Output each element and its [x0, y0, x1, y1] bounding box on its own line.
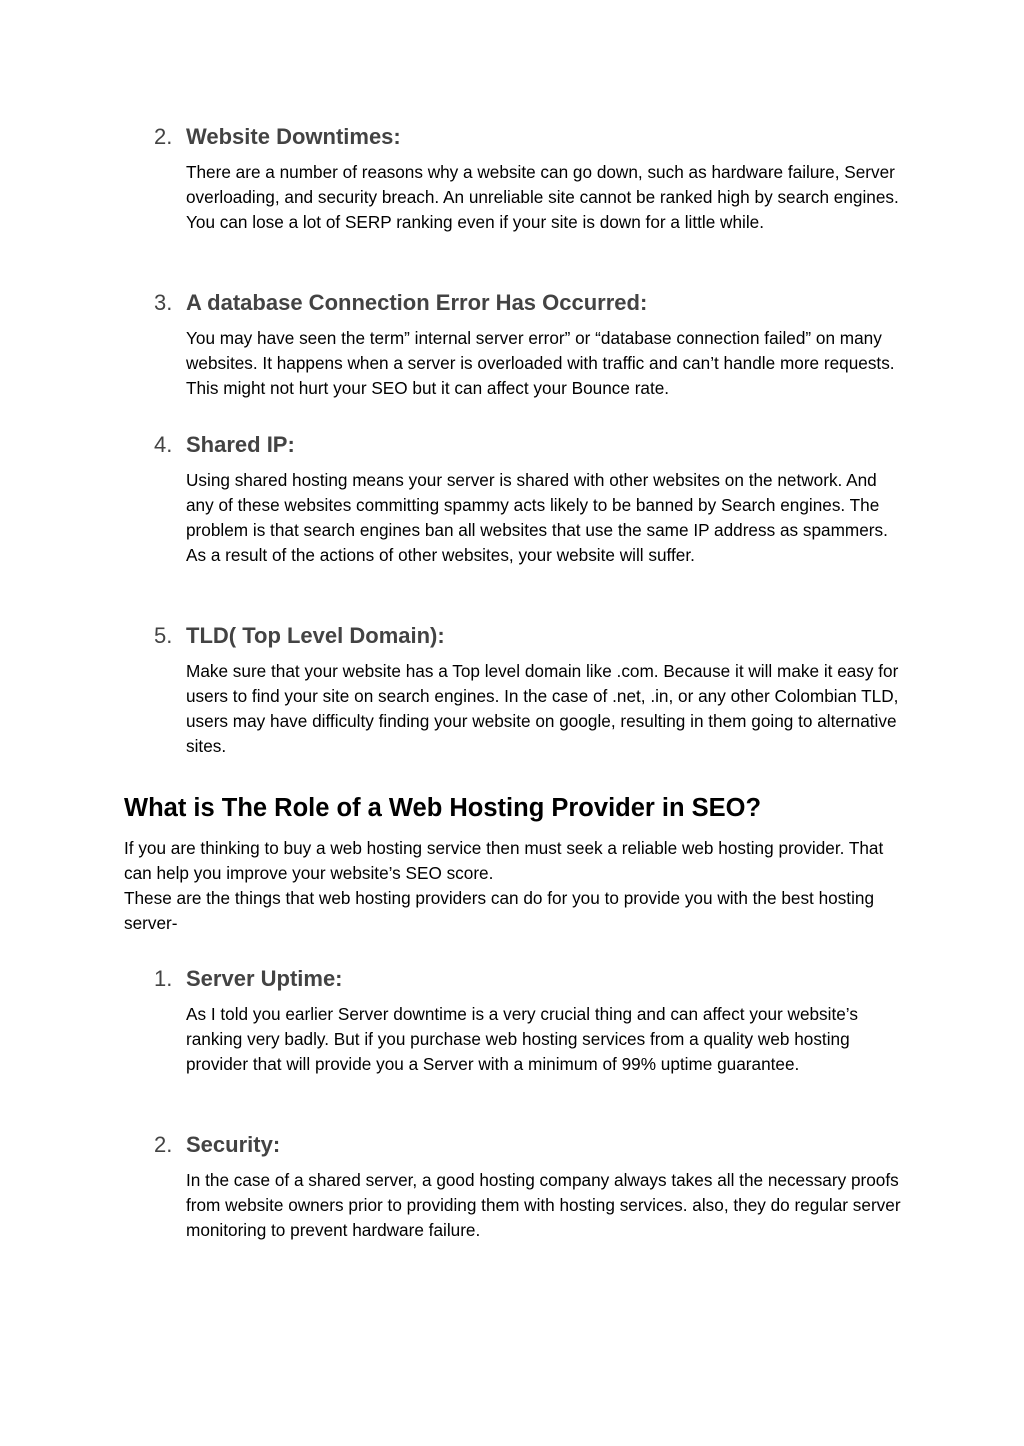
list-item-heading [154, 122, 904, 152]
list-item-heading [154, 621, 904, 651]
list-item-heading [154, 964, 904, 994]
list-item-title: Security: [186, 1132, 281, 1157]
list-item-body: Make sure that your website has a Top level domain like .com. Because it will make it easy for users to find your site on search engines. In the case of .net, .in, or any other Colombian TLD, users may have difficulty finding your website on google, resulting in them going to alternative sites. [186, 661, 899, 756]
list-item-body: You may have seen the term” internal server error” or “database connection failed” on many websites. It happens when a server is overloaded with traffic and can’t handle more requests. This might not hurt your SEO but it can affect your Bounce rate. [186, 328, 895, 398]
list-item-tld [154, 621, 904, 759]
list-item-title: TLD( Top Level Domain): [186, 623, 445, 648]
list-item-title: Server Uptime: [186, 966, 343, 991]
list-item-number: 2. [154, 1132, 173, 1157]
list-item-title: Website Downtimes: [186, 124, 401, 149]
list-item-title: A database Connection Error Has Occurred: [186, 290, 648, 315]
section-heading: What is The Role of a Web Hosting Provider in SEO? [124, 794, 762, 822]
list-item-number: 5. [154, 623, 173, 648]
list-item-title: Shared IP: [186, 432, 295, 457]
list-item-body: There are a number of reasons why a website can go down, such as hardware failure, Server overloading, and security breach. An unreliable site cannot be ranked high by search engines. You can lose a lot of SERP ranking even if your site is down for a little while. [186, 162, 899, 232]
list-item-server-uptime [154, 964, 904, 1077]
list-item-website-downtimes [154, 122, 904, 235]
list-item-heading [154, 288, 904, 318]
list-item-shared-ip [154, 430, 904, 568]
list-item-number: 3. [154, 290, 173, 315]
list-item-body: As I told you earlier Server downtime is a very crucial thing and can affect your website’s ranking very badly. But if you purchase web hosting services from a quality web hosting provider that will provide you a Server with a minimum of 99% uptime guarantee. [186, 1004, 858, 1074]
list-item-number: 1. [154, 966, 173, 991]
list-item-heading [154, 430, 904, 460]
list-item-body: Using shared hosting means your server is shared with other websites on the network. And any of these websites committing spammy acts likely to be banned by Search engines. The problem is that search engines ban all websites that use the same IP address as spammers. As a result of the actions of other websites, your website will suffer. [186, 470, 888, 565]
list-item-security [154, 1130, 904, 1243]
list-item-body: In the case of a shared server, a good hosting company always takes all the necessary proofs from website owners prior to providing them with hosting services. also, they do regular server monitoring to prevent hardware failure. [186, 1170, 901, 1240]
list-item-heading [154, 1130, 904, 1160]
list-item-database-connection-error [154, 288, 904, 401]
list-item-number: 4. [154, 432, 173, 457]
section-paragraph: These are the things that web hosting providers can do for you to provide you with the best hosting server- [124, 888, 875, 933]
section-paragraph: If you are thinking to buy a web hosting service then must seek a reliable web hosting provider. That can help you improve your website’s SEO score. [124, 838, 884, 883]
list-item-number: 2. [154, 124, 173, 149]
